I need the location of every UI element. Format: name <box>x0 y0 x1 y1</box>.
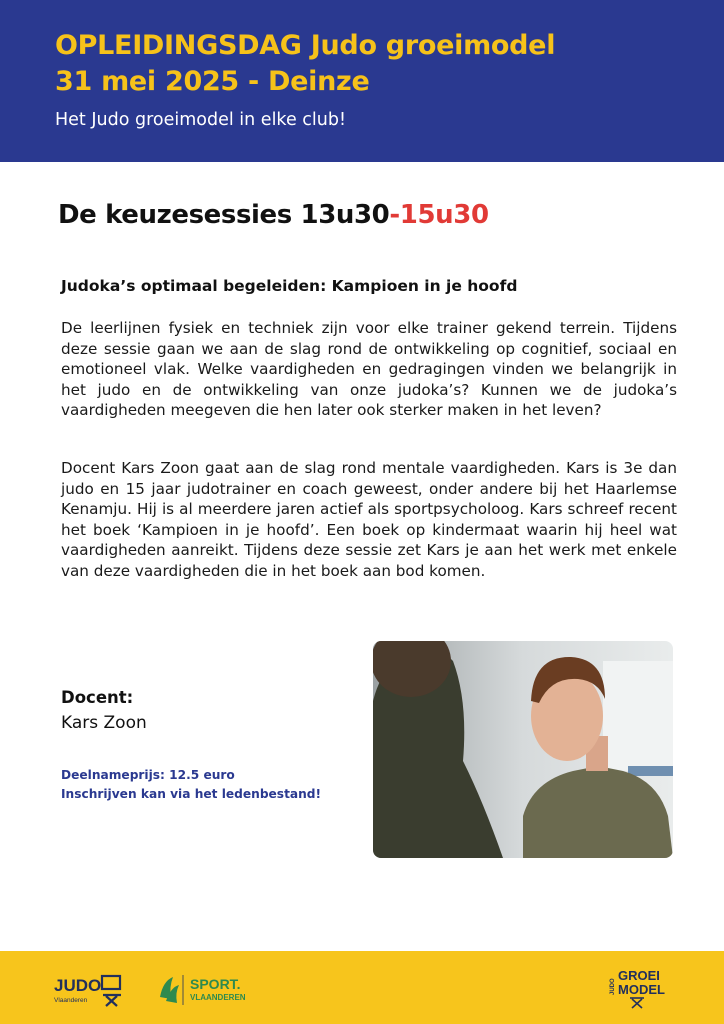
session-title: Judoka’s optimaal begeleiden: Kampioen in je hoofd <box>61 277 518 295</box>
groei-logo-bottom: MODEL <box>618 982 665 997</box>
judo-logo-text: JUDO <box>54 976 102 995</box>
signup-info: Inschrijven kan via het ledenbestand! <box>61 787 322 801</box>
event-title-line2: 31 mei 2025 - Deinze <box>55 66 370 97</box>
groei-logo-side: JUDO <box>610 978 616 995</box>
sport-logo-text: SPORT. <box>190 976 241 992</box>
sport-logo-sub: VLAANDEREN <box>190 993 246 1002</box>
sport-vlaanderen-logo <box>157 969 267 1009</box>
header-banner <box>0 0 724 162</box>
footer-banner <box>0 951 724 1024</box>
docent-name: Kars Zoon <box>61 713 147 733</box>
event-title-line1: OPLEIDINGSDAG Judo groeimodel <box>55 30 556 61</box>
price-info: Deelnameprijs: 12.5 euro <box>61 768 235 782</box>
session-heading-end: -15u30 <box>389 200 489 230</box>
session-heading-start: De keuzesessies 13u30 <box>58 200 390 230</box>
judo-vlaanderen-logo <box>54 969 134 1009</box>
docent-description: Docent Kars Zoon gaat aan de slag rond mentale vaardigheden. Kars is 3e dan judo en 15 jaar judotrainer en coach geweest, onder andere bij het Haarlemse Kenamju. Hij is al meerdere jaren actief als sportpsycholoog. Kars schreef recent het boek ‘Kampioen in je hoofd’. Een boek op kindermaat waarin hij heel wat vaardigheden aanreikt. Tijdens deze sessie zet Kars je aan het werk met enkele van deze vaardigheden die in het boek aan bod komen. <box>61 459 677 580</box>
judo-logo-sub: Vlaanderen <box>54 997 88 1004</box>
session-description: De leerlijnen fysiek en techniek zijn voor elke trainer gekend terrein. Tijdens deze sessie gaan we aan de slag rond de ontwikkeling op cognitief, sociaal en emotioneel vlak. Welke vaardigheden en gedragingen vinden we belangrijk in het judo en de ontwikkeling van onze judoka’s? Kunnen we de judoka’s vaardigheden meegeven die hen later ook sterker maken in het leven? <box>61 319 677 419</box>
event-title <box>55 28 555 100</box>
groei-logo-top: GROEI <box>618 968 660 983</box>
docent-photo <box>373 641 673 858</box>
session-heading <box>58 200 489 230</box>
event-subtitle: Het Judo groeimodel in elke club! <box>55 110 346 130</box>
judo-groeimodel-logo <box>608 967 683 1009</box>
docent-label: Docent: <box>61 688 134 707</box>
